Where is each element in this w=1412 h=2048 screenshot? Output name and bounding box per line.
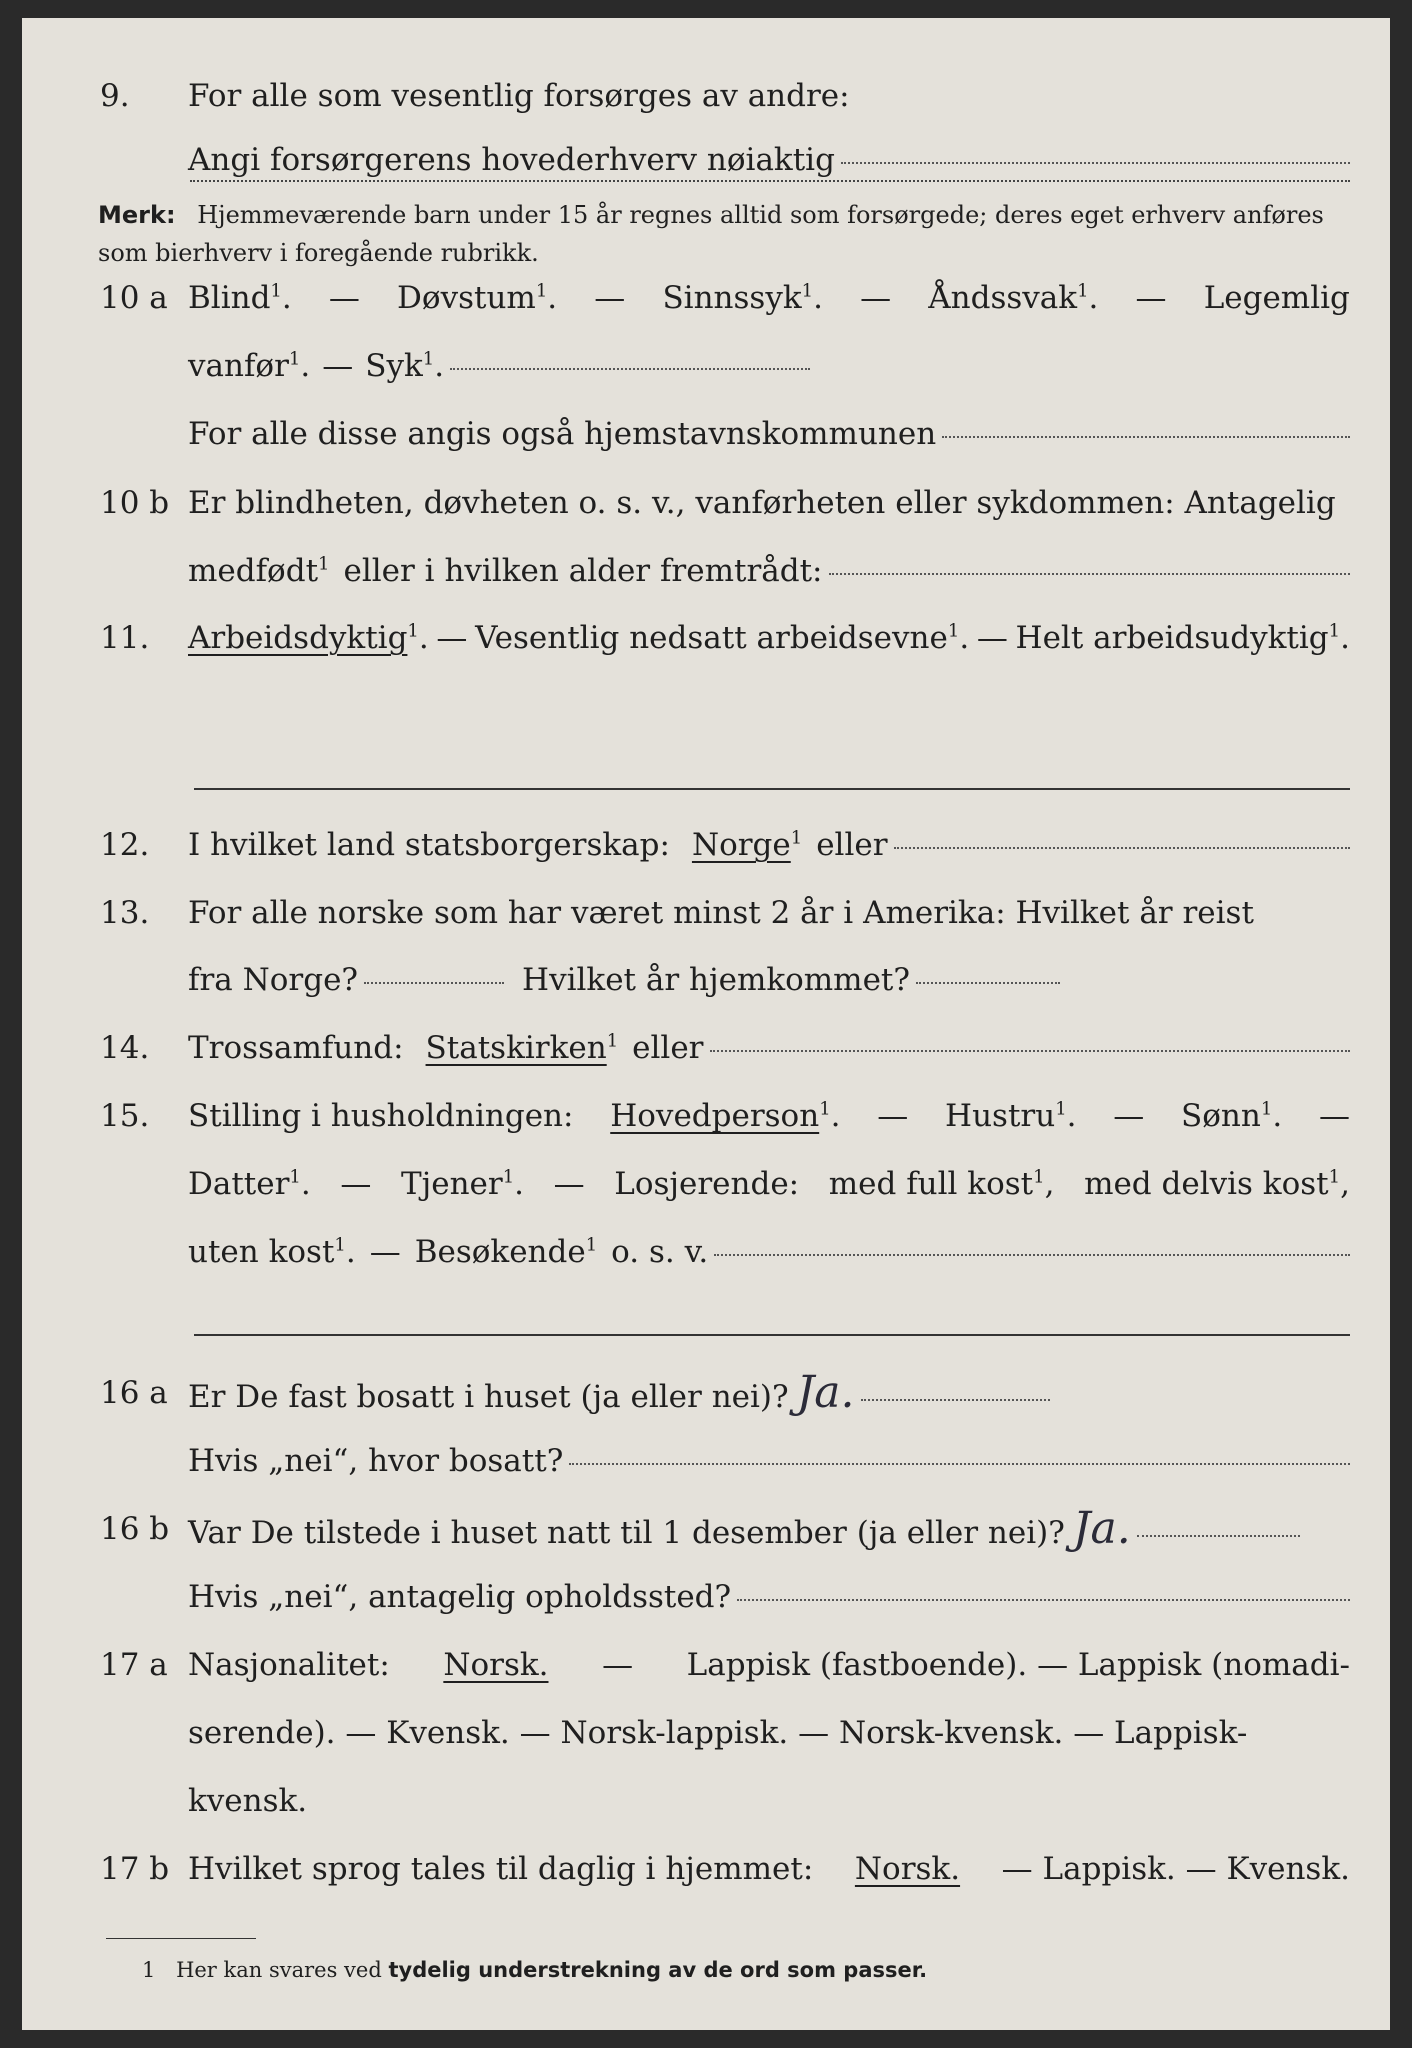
q15-uten-kost[interactable]: uten kost$^1$. [188,1234,356,1270]
q10b-row2 [22,541,1390,601]
q16b-handwritten-answer[interactable]: Ja. [1072,1503,1131,1554]
q15-label: Stilling i husholdningen: [188,1098,574,1134]
q15-hustru[interactable]: Hustru [945,1098,1056,1134]
q10a-syk-answer-line[interactable] [450,367,810,370]
q16b-oppholdssted-answer-line[interactable] [737,1598,1350,1601]
section-divider [194,788,1350,790]
q17b-label: Hvilket sprog tales til daglig i hjemmet: [188,1851,814,1887]
q10a-vanfor: vanfør$^1$. [188,348,311,384]
q13-reist: fra Norge? [188,962,359,998]
q10a-number: 10 a [100,280,168,316]
q10a-hjemstavn-answer-line[interactable] [942,435,1350,438]
q13-row2 [22,950,1390,1010]
q17a-number: 17 a [100,1647,168,1683]
footnote-divider [106,1938,256,1939]
q16a-row2 [22,1431,1390,1491]
q17a-row: 17 a Nasjonalitet: Norsk. — Lappisk (fastboende). — Lappisk (nomadi- [22,1635,1390,1695]
q10a-dovstum: Døvstum [397,280,536,316]
q12-row [22,815,1390,875]
q16b-question: Var De tilstede i huset natt til 1 desember (ja eller nei)? [188,1515,1065,1551]
q10a-legemlig: Legemlig [1203,280,1350,316]
q11-row: 11. Arbeidsdyktig$^1$. — Vesentlig nedsatt arbeidsevne$^1$. — Helt arbeidsudyktig$^1$. [22,608,1390,668]
q9-answer-line[interactable] [841,161,1350,164]
q14-label: Trossamfund: [188,1030,404,1066]
q15-row: 15. Stilling i husholdningen: Hovedperson$^1$. — Hustru$^1$. — Sønn$^1$. — [22,1086,1390,1146]
q16a-answer-line[interactable] [861,1398,1051,1401]
footnote [142,1958,927,1982]
q15-sonn[interactable]: Sønn [1181,1098,1261,1134]
q16a-row [22,1363,1390,1423]
q13-reist-answer-line[interactable] [364,981,504,984]
q16a-bosatt-answer-line[interactable] [569,1462,1350,1465]
q16b-row [22,1499,1390,1559]
q17a-label: Nasjonalitet: [188,1647,390,1683]
q12-eller: eller [816,827,888,863]
q16b-row2 [22,1567,1390,1627]
q17b-rest[interactable]: — Lappisk. — Kvensk. [1001,1851,1350,1887]
q9-line1: For alle som vesentlig forsørges av andre: [188,78,850,114]
q10a-hjemstavn: For alle disse angis også hjemstavnskommunen [188,416,937,452]
q15-hovedperson[interactable]: Hovedperson [610,1098,820,1134]
q16b-hvis-nei: Hvis „nei“, antagelig opholdssted? [188,1579,732,1615]
merk-note [98,196,1350,272]
q15-number: 15. [100,1098,150,1134]
q13-hjemkommet-answer-line[interactable] [916,981,1060,984]
q10a-row: 10 a Blind$^1$. — Døvstum$^1$. — Sinnssyk$^1$. — Åndssvak$^1$. — Legemlig [22,268,1390,328]
q9-line2: Angi forsørgerens hovederhverv nøiaktig [188,142,835,178]
q15-row2: Datter$^1$. — Tjener$^1$. — Losjerende: med full kost$^1$, med delvis kost$^1$, [22,1154,1390,1214]
q10b-rest: eller i hvilken alder fremtrådt: [343,553,823,589]
q16a-number: 16 a [100,1375,168,1411]
q15-row3: uten kost$^1$. — Besøkende$^1$ o. s. v. [22,1222,1390,1282]
q10a-sinnssyk: Sinnssyk [662,280,802,316]
q14-statskirken[interactable]: Statskirken$^1$ [425,1030,619,1066]
q17a-line2[interactable]: serende). — Kvensk. — Norsk-lappisk. — Norsk-kvensk. — Lappisk- [188,1715,1248,1751]
q16a-handwritten-answer[interactable]: Ja. [796,1367,855,1418]
q17b-row [22,1839,1390,1899]
q10a-blind: Blind [188,280,271,316]
q15-tjener[interactable]: Tjener [400,1166,503,1202]
footnote-bold: tydelig understrekning av de ord som passer. [388,1958,928,1982]
q14-number: 14. [100,1030,150,1066]
q10b-number: 10 b [100,485,170,521]
q15-datter[interactable]: Datter [188,1166,290,1202]
q14-answer-line[interactable] [710,1049,1351,1052]
footnote-plain: Her kan svares ved [176,1958,382,1982]
q10a-syk: Syk$^1$. [365,348,445,384]
q12-text: I hvilket land statsborgerskap: [188,827,670,863]
census-form-page [22,18,1390,2030]
q16a-hvis-nei: Hvis „nei“, hvor bosatt? [188,1443,564,1479]
q10a-row2: vanfør$^1$. — Syk$^1$. [22,336,1390,396]
q12-norge[interactable]: Norge$^1$ [691,827,803,863]
q16b-number: 16 b [100,1511,170,1547]
q17a-lappisk-options[interactable]: Lappisk (fastboende). — Lappisk (nomadi- [686,1647,1350,1683]
q10a-andssvak: Åndssvak [928,280,1078,316]
merk-label: Merk: [98,201,176,229]
q17b-norsk[interactable]: Norsk. [854,1851,961,1887]
q14-row [22,1018,1390,1078]
q10a-row3 [22,404,1390,464]
q9-answer-line-2[interactable] [190,180,1350,182]
q13-hjemkommet: Hvilket år hjemkommet? [522,962,911,998]
q10b-row [22,473,1390,533]
q15-full-kost[interactable]: med full kost [828,1166,1034,1202]
q10b-medfodt: medfødt$^1$ [188,553,330,589]
q14-eller: eller [632,1030,704,1066]
q17a-norsk[interactable]: Norsk. [443,1647,549,1683]
q13-row [22,883,1390,943]
q12-number: 12. [100,827,150,863]
q15-losjerende: Losjerende: [614,1166,800,1202]
q16a-question: Er De fast bosatt i huset (ja eller nei)? [188,1379,789,1415]
q12-answer-line[interactable] [894,846,1350,849]
q9-number: 9. [100,78,130,114]
q13-number: 13. [100,895,150,931]
q15-osv: o. s. v. [611,1234,709,1270]
merk-text: Hjemmeværende barn under 15 år regnes alltid som forsørgede; deres eget erhverv anføres som bierhverv i foregående rubrikk. [98,201,1324,267]
q9-row [22,66,1390,126]
q13-line1: For alle norske som har været minst 2 år i Amerika: Hvilket år reist [188,895,1254,931]
q11-number: 11. [100,620,150,656]
q15-answer-line[interactable] [714,1253,1350,1256]
q17a-line3[interactable]: kvensk. [188,1783,308,1819]
q17b-number: 17 b [100,1851,170,1887]
q17a-row2 [22,1703,1390,1763]
q10b-answer-line[interactable] [829,572,1350,575]
q11-udyktig[interactable]: Helt arbeidsudyktig [1015,620,1329,656]
q16b-answer-line[interactable] [1137,1534,1300,1537]
q11-vesentlig[interactable]: Vesentlig nedsatt arbeidsevne [475,620,948,656]
section-divider-2 [194,1334,1350,1336]
q15-delvis-kost[interactable]: med delvis kost [1084,1166,1329,1202]
q11-arbeidsdyktig[interactable]: Arbeidsdyktig [188,620,408,656]
q10b-line1: Er blindheten, døvheten o. s. v., vanførheten eller sykdommen: Antagelig [188,485,1336,521]
q15-besokende[interactable]: Besøkende$^1$ [414,1234,598,1270]
q17a-row3 [22,1771,1390,1831]
footnote-mark: 1 [142,1958,156,1982]
